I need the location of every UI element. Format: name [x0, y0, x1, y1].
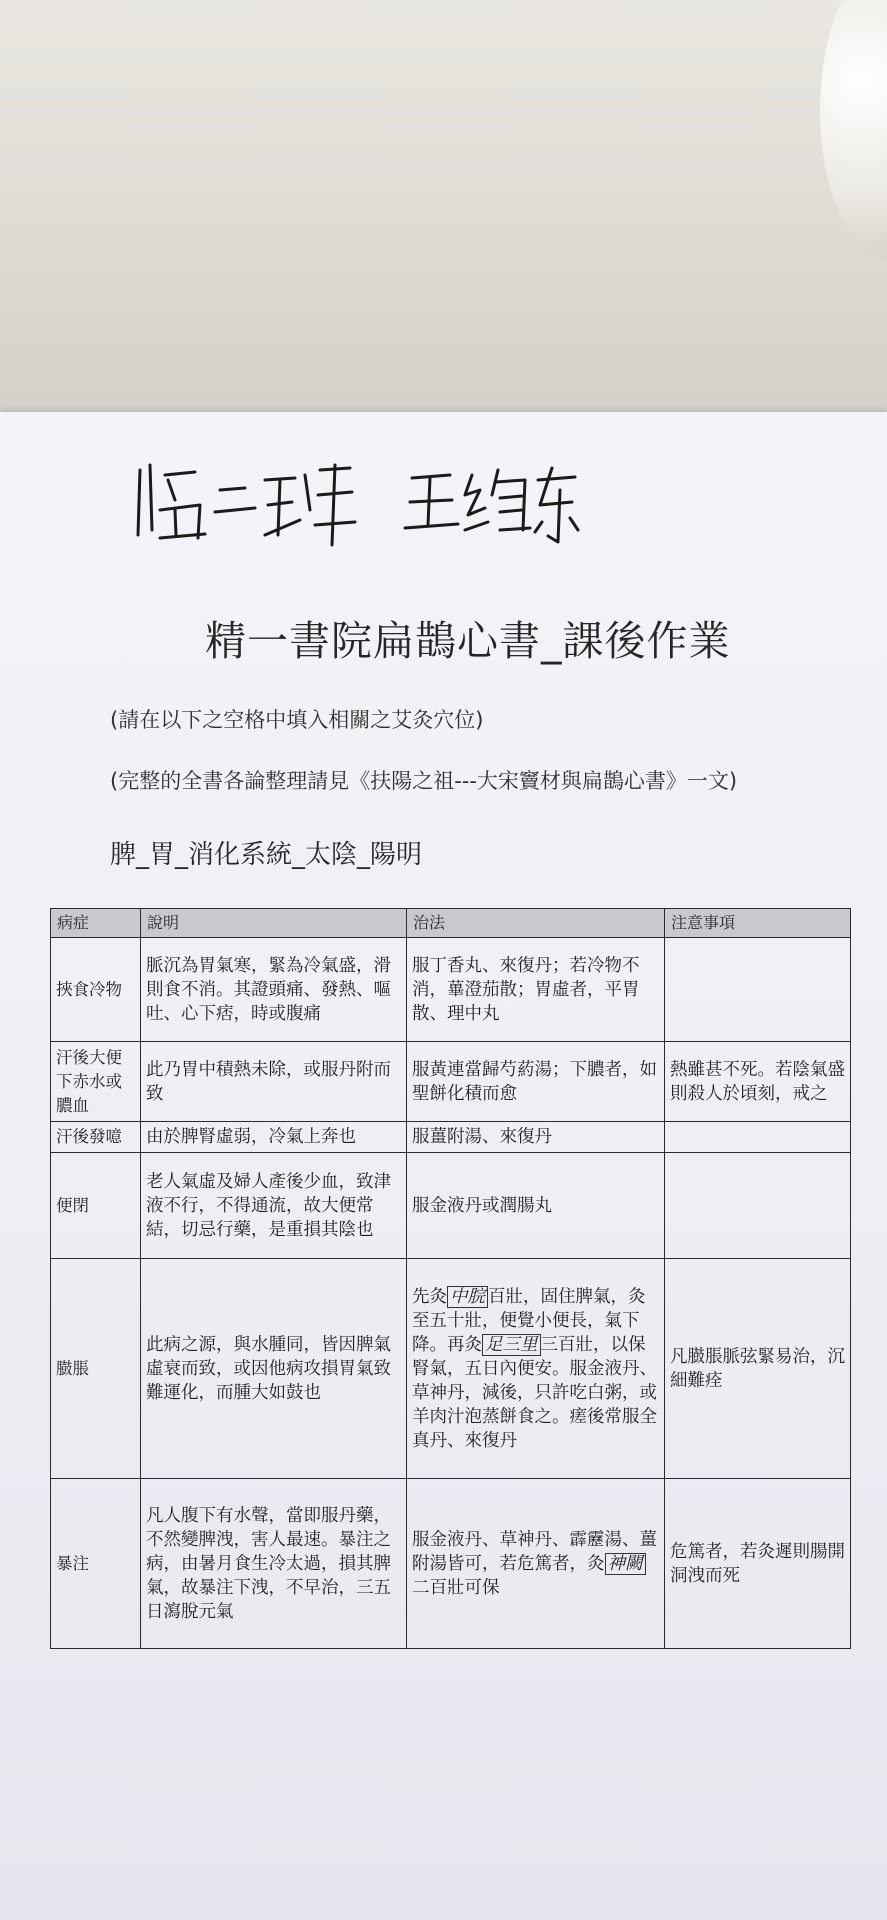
symptom-cell: 暴注: [51, 1479, 141, 1649]
caution-cell: [665, 938, 851, 1042]
caution-cell: [665, 1153, 851, 1259]
treatment-text: 先灸: [412, 1286, 447, 1307]
explanation-cell: 老人氣虛及婦人產後少血，致津液不行，不得通流，故大便常結，切忌行藥，是重損其陰也: [141, 1153, 407, 1259]
treatment-cell: [407, 1479, 665, 1649]
symptom-cell: 臌脹: [51, 1259, 141, 1479]
table-header-row: [51, 909, 851, 938]
reference-text: (完整的全書各論整理請見《扶陽之祖---大宋竇材與扁鵲心書》一文): [110, 769, 738, 793]
section-heading: 脾_胃_消化系統_太陰_陽明: [110, 840, 423, 870]
handwritten-acupoint-box: 足三里: [482, 1334, 541, 1356]
handwritten-acupoint-box: 神闕: [605, 1553, 646, 1575]
desk-background: [0, 0, 887, 420]
treatment-text: 服金液丹、草神丹、霹靂湯、薑附湯皆可，若危篤者，灸: [412, 1529, 657, 1574]
symptom-cell: 汗後大便下赤水或膿血: [51, 1042, 141, 1122]
symptom-cell: 便閉: [51, 1153, 141, 1259]
caution-cell: 危篤者，若灸遲則腸開洞洩而死: [665, 1479, 851, 1649]
table-row: [51, 1122, 851, 1153]
treatment-cell: 服金液丹或潤腸丸: [407, 1153, 665, 1259]
symptom-cell: 挾食冷物: [51, 938, 141, 1042]
treatment-cell: 服丁香丸、來復丹；若冷物不消，蓽澄茄散；胃虛者，平胃散、理中丸: [407, 938, 665, 1042]
header-treatment: 治法: [407, 909, 665, 938]
instruction-text: (請在以下之空格中填入相關之艾灸穴位): [110, 708, 484, 732]
header-caution: 注意事項: [665, 909, 851, 938]
caution-cell: [665, 1122, 851, 1153]
treatment-cell: 服薑附湯、來復丹: [407, 1122, 665, 1153]
table-row: [51, 1259, 851, 1479]
caution-cell: 凡臌脹脈弦緊易治，沉細難痊: [665, 1259, 851, 1479]
symptom-cell: 汗後發噫: [51, 1122, 141, 1153]
explanation-cell: 此病之源，與水腫同，皆因脾氣虛衰而致，或因他病攻損胃氣致難運化，而腫大如鼓也: [141, 1259, 407, 1479]
explanation-cell: 由於脾腎虛弱，冷氣上奔也: [141, 1122, 407, 1153]
document-title: 精一書院扁鵲心書_課後作業: [205, 617, 731, 665]
table-row: [51, 1479, 851, 1649]
treatment-text: 百壯，固住脾氣，灸至五十壯，便覺小便長，氣下降。再灸: [412, 1286, 646, 1355]
handwritten-signature: [120, 450, 580, 550]
syndrome-table: [50, 908, 851, 1649]
explanation-cell: 此乃胃中積熱未除，或服丹附而致: [141, 1042, 407, 1122]
table-row: [51, 938, 851, 1042]
explanation-cell: 脈沉為胃氣寒，緊為冷氣盛，滑則食不消。其證頭痛、發熱、嘔吐、心下痞，時或腹痛: [141, 938, 407, 1042]
treatment-cell: [407, 1259, 665, 1479]
header-symptom: 病症: [51, 909, 141, 938]
treatment-cell: 服黃連當歸芍葯湯；下膿者，如聖餅化積而愈: [407, 1042, 665, 1122]
treatment-text: 二百壯可保: [412, 1577, 500, 1598]
table-row: [51, 1042, 851, 1122]
caution-cell: 熱雖甚不死。若陰氣盛則殺人於頃刻，戒之: [665, 1042, 851, 1122]
explanation-cell: 凡人腹下有水聲，當即服丹藥，不然變脾洩，害人最速。暴注之病，由暑月食生冷太過，損其脾氣，故暴注下洩，不早治，三五日瀉脫元氣: [141, 1479, 407, 1649]
handwritten-acupoint-box: 中脘: [447, 1286, 488, 1308]
table-row: [51, 1153, 851, 1259]
header-explanation: 說明: [141, 909, 407, 938]
treatment-text: 三百壯，以保腎氣，五日內便安。服金液丹、草神丹，減後，只許吃白粥，或羊肉汁泡蒸餅食之。瘥後常服全真丹、來復丹: [412, 1334, 657, 1451]
